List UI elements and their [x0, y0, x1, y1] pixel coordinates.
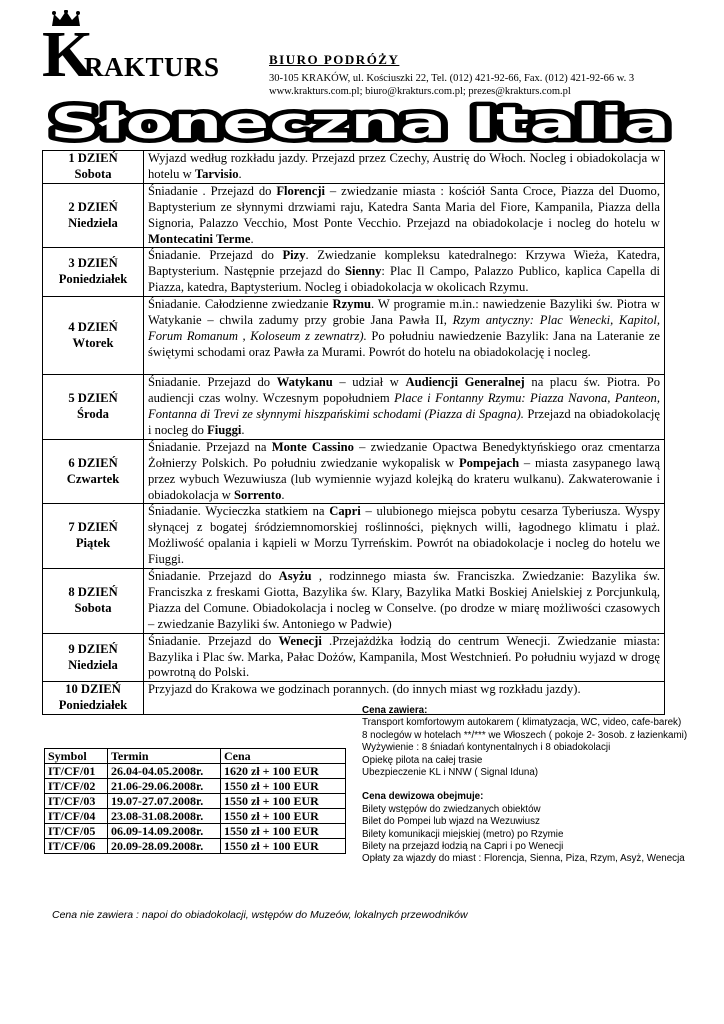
itinerary-row — [43, 151, 665, 184]
includes-item: 8 noclegów w hotelach **/*** we Włoszech ( pokoje 2- 3osob. z łazienkami) — [362, 729, 688, 741]
itinerary-row — [43, 297, 665, 375]
price-symbol: IT/CF/03 — [45, 794, 108, 809]
price-row — [45, 794, 346, 809]
includes-item: Opiekę pilota na całej trasie — [362, 754, 483, 766]
price-value: 1550 zł + 100 EUR — [221, 839, 346, 854]
price-symbol: IT/CF/06 — [45, 839, 108, 854]
description-text: Śniadanie. Przejazd do — [148, 569, 279, 584]
logo-name: RAKTURS — [84, 52, 220, 82]
day-number: 6 DZIEŃ — [68, 455, 118, 470]
description-text: Przyjazd do Krakowa we godzinach porannych. (do innych miast wg rozkładu jazdy). — [148, 682, 581, 697]
place-name: Pizy — [282, 248, 306, 263]
description-text: Śniadanie. Przejazd do — [148, 633, 279, 648]
includes-heading: Cena zawiera: — [362, 705, 428, 716]
price-symbol: IT/CF/02 — [45, 779, 108, 794]
day-number: 7 DZIEŃ — [68, 520, 118, 535]
place-name: Rzymu — [332, 297, 371, 312]
day-cell — [43, 633, 144, 682]
price-includes — [362, 705, 687, 866]
col-term: Termin — [108, 749, 221, 764]
itinerary-table — [42, 150, 665, 715]
agency-name: BIURO PODRÓŻY — [269, 52, 400, 67]
description-text: – udział w — [332, 375, 406, 390]
description-text: Przejazd na obiadokolację i nocleg do — [148, 406, 661, 437]
price-row — [45, 809, 346, 824]
price-term: 26.04-04.05.2008r. — [108, 764, 221, 779]
highlight-text: Place i Fontanny Rzymu: Piazza Navona, Panteon, Fontanna di Trevi ze słynnymi hiszpańskimi schodami (Piazza di Spagna). — [148, 391, 660, 421]
price-table — [44, 748, 346, 854]
place-name: Audiencji Generalnej — [405, 375, 525, 390]
day-number: 8 DZIEŃ — [68, 584, 118, 599]
description-text: – ulubionego miejsca pobytu cesarza Tyberiusza. Wyspy słynącej z bogatej śródziemnomorskiej roślinności, pięknych willi, łagodnego klimatu i plaż. Możliwość opalania i kąpieli w Morzu Tyrreńskim. Powrót na obiadokolacje i nocleg do hotelu we Fiuggi. — [148, 504, 660, 567]
price-row — [45, 839, 346, 854]
day-description — [144, 375, 665, 440]
day-cell — [43, 504, 144, 569]
description-text: . — [241, 422, 245, 437]
price-term: 06.09-14.09.2008r. — [108, 824, 221, 839]
price-row — [45, 824, 346, 839]
description-text: Śniadanie . Przejazd do — [148, 183, 277, 198]
day-number: 4 DZIEŃ — [68, 319, 118, 334]
itinerary-row — [43, 633, 665, 682]
description-text: Śniadanie. Przejazd do — [148, 375, 277, 390]
description-text: – zwiedzanie Opactwa Benedyktyńskiego oraz cmentarza Żołnierzy Polskich. Po południu zwiedzanie wykopalisk w — [148, 439, 660, 470]
price-value: 1620 zł + 100 EUR — [221, 764, 346, 779]
day-description — [144, 297, 665, 375]
day-weekday: Niedziela — [68, 215, 118, 230]
day-cell — [43, 183, 144, 248]
mandatory-item: Bilet do Pompei lub wjazd na Wezuwiusz — [362, 816, 540, 828]
description-text: : Plac Il Campo, Palazzo Publico, kaplica Capella di Piazza, katedra, Baptysterium. Nocleg i obiadokolacja w okolicach Rzymu. — [148, 264, 660, 295]
highlight-text: Rzym antyczny: Plac Wenecki, Kapitol, Forum Romanum , Koloseum z zewnatrz). — [148, 313, 660, 343]
day-weekday: Poniedziałek — [58, 698, 128, 713]
place-name: Fiuggi — [207, 422, 242, 437]
description-text: Po południu nawiedzenie Bazylik: Jana na Lateranie ze świętymi schodami oraz Pawła za Murami. Powrót do hotelu na obiadokolację i nocleg. — [148, 328, 660, 359]
place-name: Capri — [329, 504, 361, 519]
includes-item: Transport komfortowym autokarem ( klimatyzacja, WC, video, cafe-barek) — [362, 717, 682, 729]
day-weekday: Czwartek — [66, 471, 120, 486]
itinerary-row — [43, 504, 665, 569]
description-text: . W programie m.in.: nawiedzenie Bazyliki św. Piotra w Watykanie – chwila zadumy przy grobie Jana Pawła II, — [148, 297, 660, 328]
day-description — [144, 183, 665, 248]
day-number: 5 DZIEŃ — [68, 391, 118, 406]
description-text: .Przejażdżka łodzią do centrum Wenecji. Zwiedzanie miasta: Bazylika i Plac św. Marka, Pałac Dożów, Kampanila, Most Westchnień. Po południu wyjazd w drogę powrotną do Polski. — [148, 633, 661, 680]
description-text: Wyjazd według rozkładu jazdy. Przejazd przez Czechy, Austrię do Włoch. Nocleg i obiadokolacja w hotelu w — [148, 151, 660, 181]
description-text: – zwiedzanie miasta : kościół Santa Croce, Piazza del Duomo, Baptysterium ze słynnymi drzwiami raju, Katedra Santa Maria del Fiore, Kampanila, Piazza della Signoria, Palazzo Vecchio, Most Ponte Vecchio. Przejazd na obiadokolacje i nocleg do hotelu w — [148, 183, 660, 230]
day-number: 1 DZIEŃ — [68, 151, 118, 165]
col-symbol: Symbol — [45, 749, 108, 764]
day-weekday: Sobota — [74, 600, 112, 615]
price-term: 23.08-31.08.2008r. — [108, 809, 221, 824]
address-line: 30-105 KRAKÓW, ul. Kościuszki 22, Tel. (012) 421-92-66, Fax. (012) 421-92-66 w. 3 — [269, 73, 635, 84]
price-term: 20.09-28.09.2008r. — [108, 839, 221, 854]
description-text: . — [238, 166, 242, 181]
day-weekday: Środa — [77, 406, 109, 421]
col-price: Cena — [221, 749, 346, 764]
description-text: . — [281, 487, 285, 502]
web-line: www.krakturs.com.pl; biuro@krakturs.com.pl; prezes@krakturs.com.pl — [269, 86, 571, 97]
price-symbol: IT/CF/01 — [45, 764, 108, 779]
day-description — [144, 248, 665, 297]
itinerary-row — [43, 569, 665, 634]
day-number: 2 DZIEŃ — [68, 199, 118, 214]
mandatory-item: Bilety wstępów do zwiedzanych obiektów — [362, 803, 541, 815]
krakturs-logo — [40, 10, 240, 91]
price-symbol: IT/CF/04 — [45, 809, 108, 824]
day-number: 10 DZIEŃ — [65, 682, 121, 697]
description-text: , rodzinnego miasta św. Franciszka. Zwiedzanie: Bazylika św. Franciszka z freskami Giotta, Bazylika św. Klary, Bazylika Matki Boskiej Anielskiej z Porcjunkulą, Piazza del Comune. Obiadokolacja i nocleg w Conselve. (po drodze w miarę możliwości czasowych – zwiedzanie Bazyliki św. Antoniego w Padwie) — [148, 569, 661, 631]
place-name: Pompejach — [458, 455, 520, 470]
page-title — [48, 100, 673, 144]
price-row — [45, 764, 346, 779]
mandatory-heading: Cena dewizowa obejmuje: — [362, 791, 484, 803]
logo-letter: K — [42, 18, 94, 91]
description-text: Śniadanie. Przejazd do — [148, 248, 283, 263]
day-cell — [43, 297, 144, 375]
day-weekday: Poniedziałek — [58, 272, 128, 287]
itinerary-row — [43, 248, 665, 297]
place-name: Wenecji — [278, 633, 322, 648]
price-term: 21.06-29.06.2008r. — [108, 779, 221, 794]
description-text: . Zwiedzanie kompleksu katedralnego: Krzywa Wieża, Katedra, Baptysterium. Następnie przejazd do — [148, 248, 661, 279]
price-header-row — [45, 749, 346, 764]
day-cell — [43, 248, 144, 297]
day-cell — [43, 375, 144, 440]
day-cell — [43, 151, 144, 184]
place-name: Montecatini Terme — [148, 231, 251, 246]
place-name: Monte Cassino — [271, 439, 354, 454]
includes-item: Ubezpieczenie KL i NNW ( Signal Iduna) — [362, 767, 539, 779]
day-cell — [43, 682, 144, 715]
place-name: Tarvisio — [194, 166, 239, 181]
place-name: Asyżu — [278, 569, 312, 584]
price-symbol: IT/CF/05 — [45, 824, 108, 839]
place-name: Florencji — [276, 183, 326, 198]
mandatory-item: Opłaty za wjazdy do miast : Florencja, Sienna, Piza, Rzym, Asyż, Wenecja — [362, 853, 685, 865]
day-number: 9 DZIEŃ — [68, 641, 118, 656]
price-value: 1550 zł + 100 EUR — [221, 779, 346, 794]
price-value: 1550 zł + 100 EUR — [221, 824, 346, 839]
price-term: 19.07-27.07.2008r. — [108, 794, 221, 809]
place-name: Watykanu — [276, 375, 333, 390]
description-text: Śniadanie. Przejazd na — [148, 439, 272, 454]
title-text: Słoneczna Italia — [50, 100, 670, 144]
price-value: 1550 zł + 100 EUR — [221, 809, 346, 824]
price-row — [45, 779, 346, 794]
mandatory-item: Bilety na przejazd łodzią na Capri i po Wenecji — [362, 841, 564, 853]
price-value: 1550 zł + 100 EUR — [221, 794, 346, 809]
day-description — [144, 569, 665, 634]
itinerary-row — [43, 439, 665, 504]
day-weekday: Wtorek — [72, 335, 114, 350]
itinerary-row — [43, 183, 665, 248]
price-excludes: Cena nie zawiera : napoi do obiadokolacji, wstępów do Muzeów, lokalnych przewodników — [52, 909, 468, 921]
description-text: Śniadanie. Całodzienne zwiedzanie — [148, 297, 333, 312]
mandatory-item: Bilety komunikacji miejskiej (metro) po Rzymie — [362, 828, 564, 840]
day-description — [144, 633, 665, 682]
day-cell — [43, 569, 144, 634]
place-name: Sienny — [345, 264, 382, 279]
description-text: Śniadanie. Wycieczka statkiem na — [148, 504, 330, 519]
place-name: Sorrento — [234, 487, 282, 502]
day-number: 3 DZIEŃ — [68, 256, 118, 271]
day-description — [144, 504, 665, 569]
day-description — [144, 439, 665, 504]
day-description — [144, 151, 665, 184]
day-weekday: Piątek — [75, 536, 111, 551]
description-text: na placu św. Piotra. Po audiencji czas wolny. Wczesnym popołudniem — [148, 375, 661, 406]
itinerary-row — [43, 375, 665, 440]
description-text: – miasta zasypanego lawą przez wybuch Wezuwiusza (lub wymiennie wyjazd kolejką do krateru wulkanu). Zakwaterowanie i obiadokolacja w — [148, 455, 660, 502]
description-text: . — [250, 231, 254, 246]
day-weekday: Niedziela — [68, 657, 118, 672]
contact-info — [269, 72, 634, 98]
day-weekday: Sobota — [74, 166, 112, 181]
includes-item: Wyżywienie : 8 śniadań kontynentalnych i 8 obiadokolacji — [362, 742, 611, 754]
day-cell — [43, 439, 144, 504]
